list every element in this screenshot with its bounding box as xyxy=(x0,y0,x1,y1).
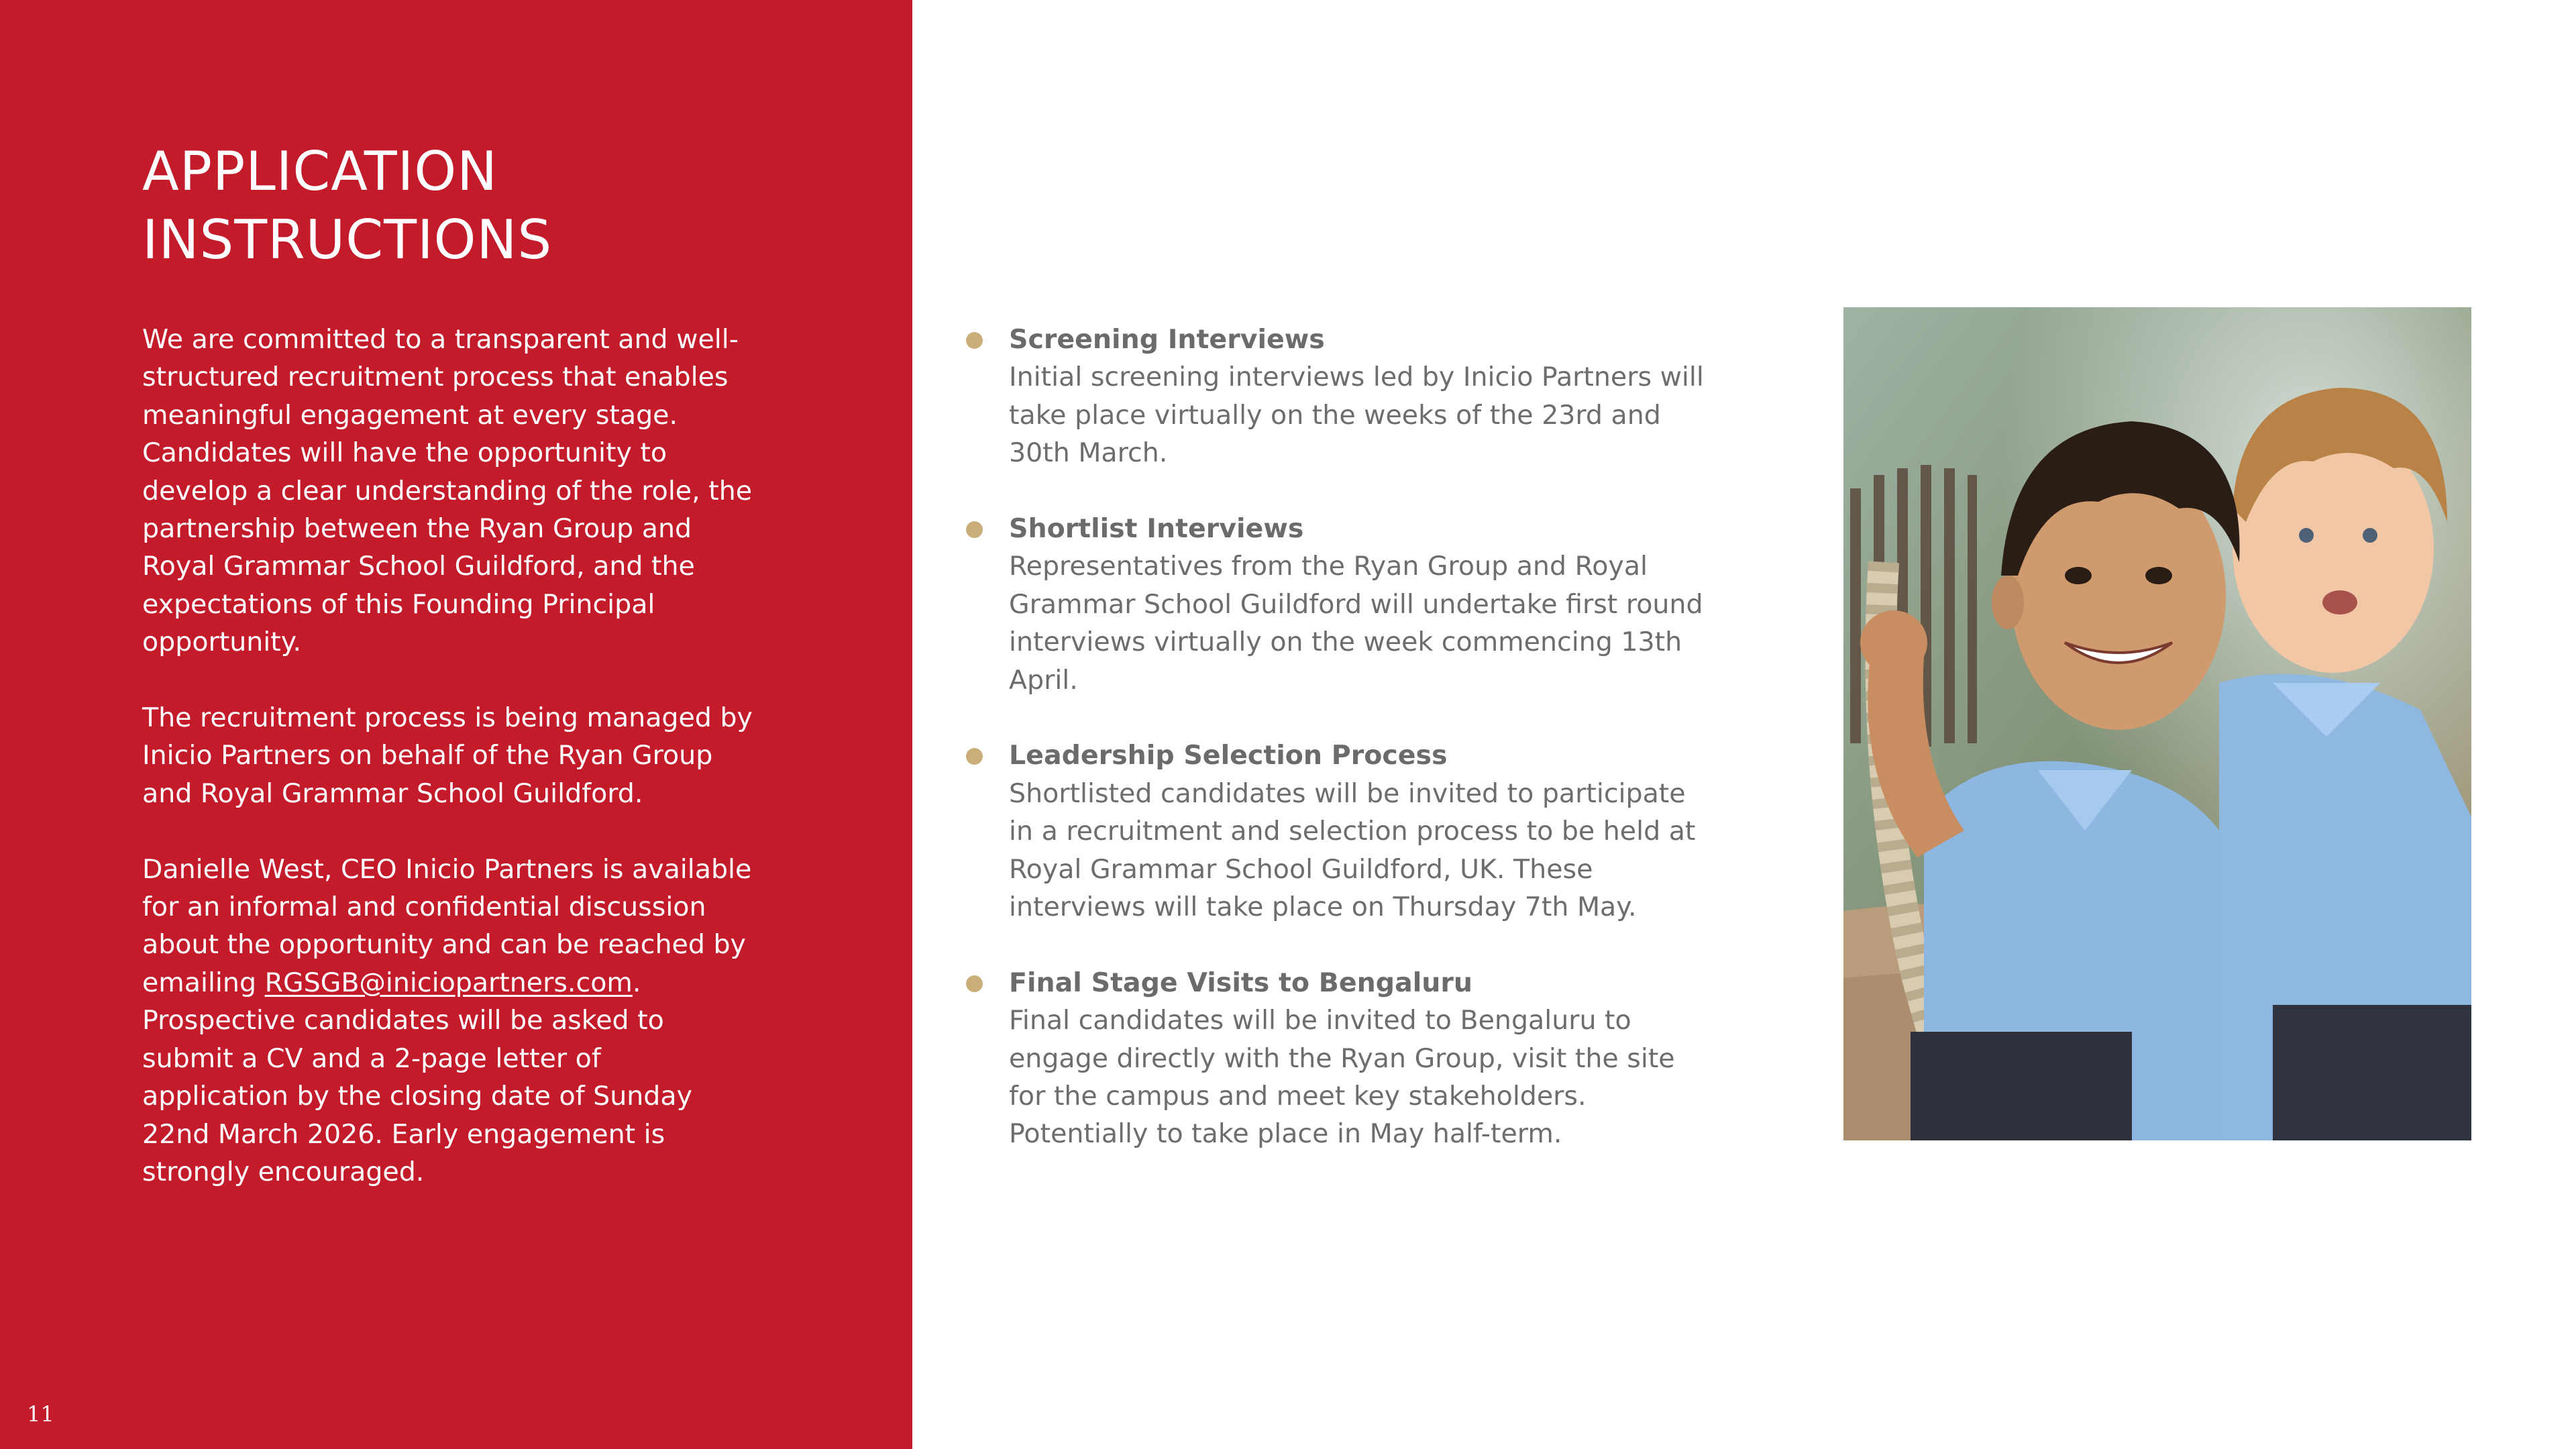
bullet-dot-icon xyxy=(966,521,983,538)
process-step-leadership-selection xyxy=(966,737,1704,926)
page-title-line-1: APPLICATION xyxy=(142,140,498,203)
intro-paragraph-2: The recruitment process is being managed by Inicio Partners on behalf of the Ryan Group and Royal Grammar School Guildford. xyxy=(142,702,753,809)
left-red-panel xyxy=(0,0,912,1449)
step-description: Final candidates will be invited to Bengaluru to engage directly with the Ryan Group, visit the site for the campus and meet key stakeholders. Potentially to take place in May half-term. xyxy=(1009,1005,1675,1150)
bullet-dot-icon xyxy=(966,975,983,992)
step-title: Leadership Selection Process xyxy=(1009,740,1448,771)
intro-text xyxy=(142,321,753,1191)
page-title-line-2: INSTRUCTIONS xyxy=(142,209,553,271)
step-description: Shortlisted candidates will be invited to participate in a recruitment and selection process to be held at Royal Grammar School Guildford, UK. These interviews will take place on Thursday 7th May. xyxy=(1009,777,1696,923)
children-photo-illustration xyxy=(1843,307,2471,1140)
step-title: Final Stage Visits to Bengaluru xyxy=(1009,967,1472,998)
intro-paragraph-3 xyxy=(142,851,753,1191)
step-description: Initial screening interviews led by Inicio Partners will take place virtually on the weeks of the 23rd and 30th March. xyxy=(1009,362,1704,469)
page-title xyxy=(142,138,813,274)
page-number: 11 xyxy=(27,1401,54,1427)
process-step-shortlist xyxy=(966,510,1704,699)
contact-email-link[interactable]: RGSGB@iniciopartners.com xyxy=(264,967,633,998)
process-step-bengaluru-visit xyxy=(966,964,1704,1153)
bullet-dot-icon xyxy=(966,748,983,765)
contact-text-after: . Prospective candidates will be asked to submit a CV and a 2-page letter of application by the closing date of Sunday 22nd March 2026. Early engagement is strongly encouraged. xyxy=(142,967,692,1187)
children-photo xyxy=(1843,307,2471,1140)
process-step-screening xyxy=(966,321,1704,472)
intro-paragraph-1: We are committed to a transparent and well-structured recruitment process that enables meaningful engagement at every stage. Candidates will have the opportunity to develop a clear understanding of the role, the partnership between the Ryan Group and Royal Grammar School Guildford, and the expectations of this Founding Principal opportunity. xyxy=(142,324,753,658)
contact-text-before: Danielle West, CEO Inicio Partners is available for an informal and confidential discussion about the opportunity and can be reached by emailing xyxy=(142,853,752,998)
process-steps-list xyxy=(966,321,1704,1153)
step-title: Shortlist Interviews xyxy=(1009,513,1304,545)
step-title: Screening Interviews xyxy=(1009,324,1325,355)
bullet-dot-icon xyxy=(966,332,983,349)
step-description: Representatives from the Ryan Group and Royal Grammar School Guildford will undertake first round interviews virtually on the week commencing 13th April. xyxy=(1009,551,1703,696)
